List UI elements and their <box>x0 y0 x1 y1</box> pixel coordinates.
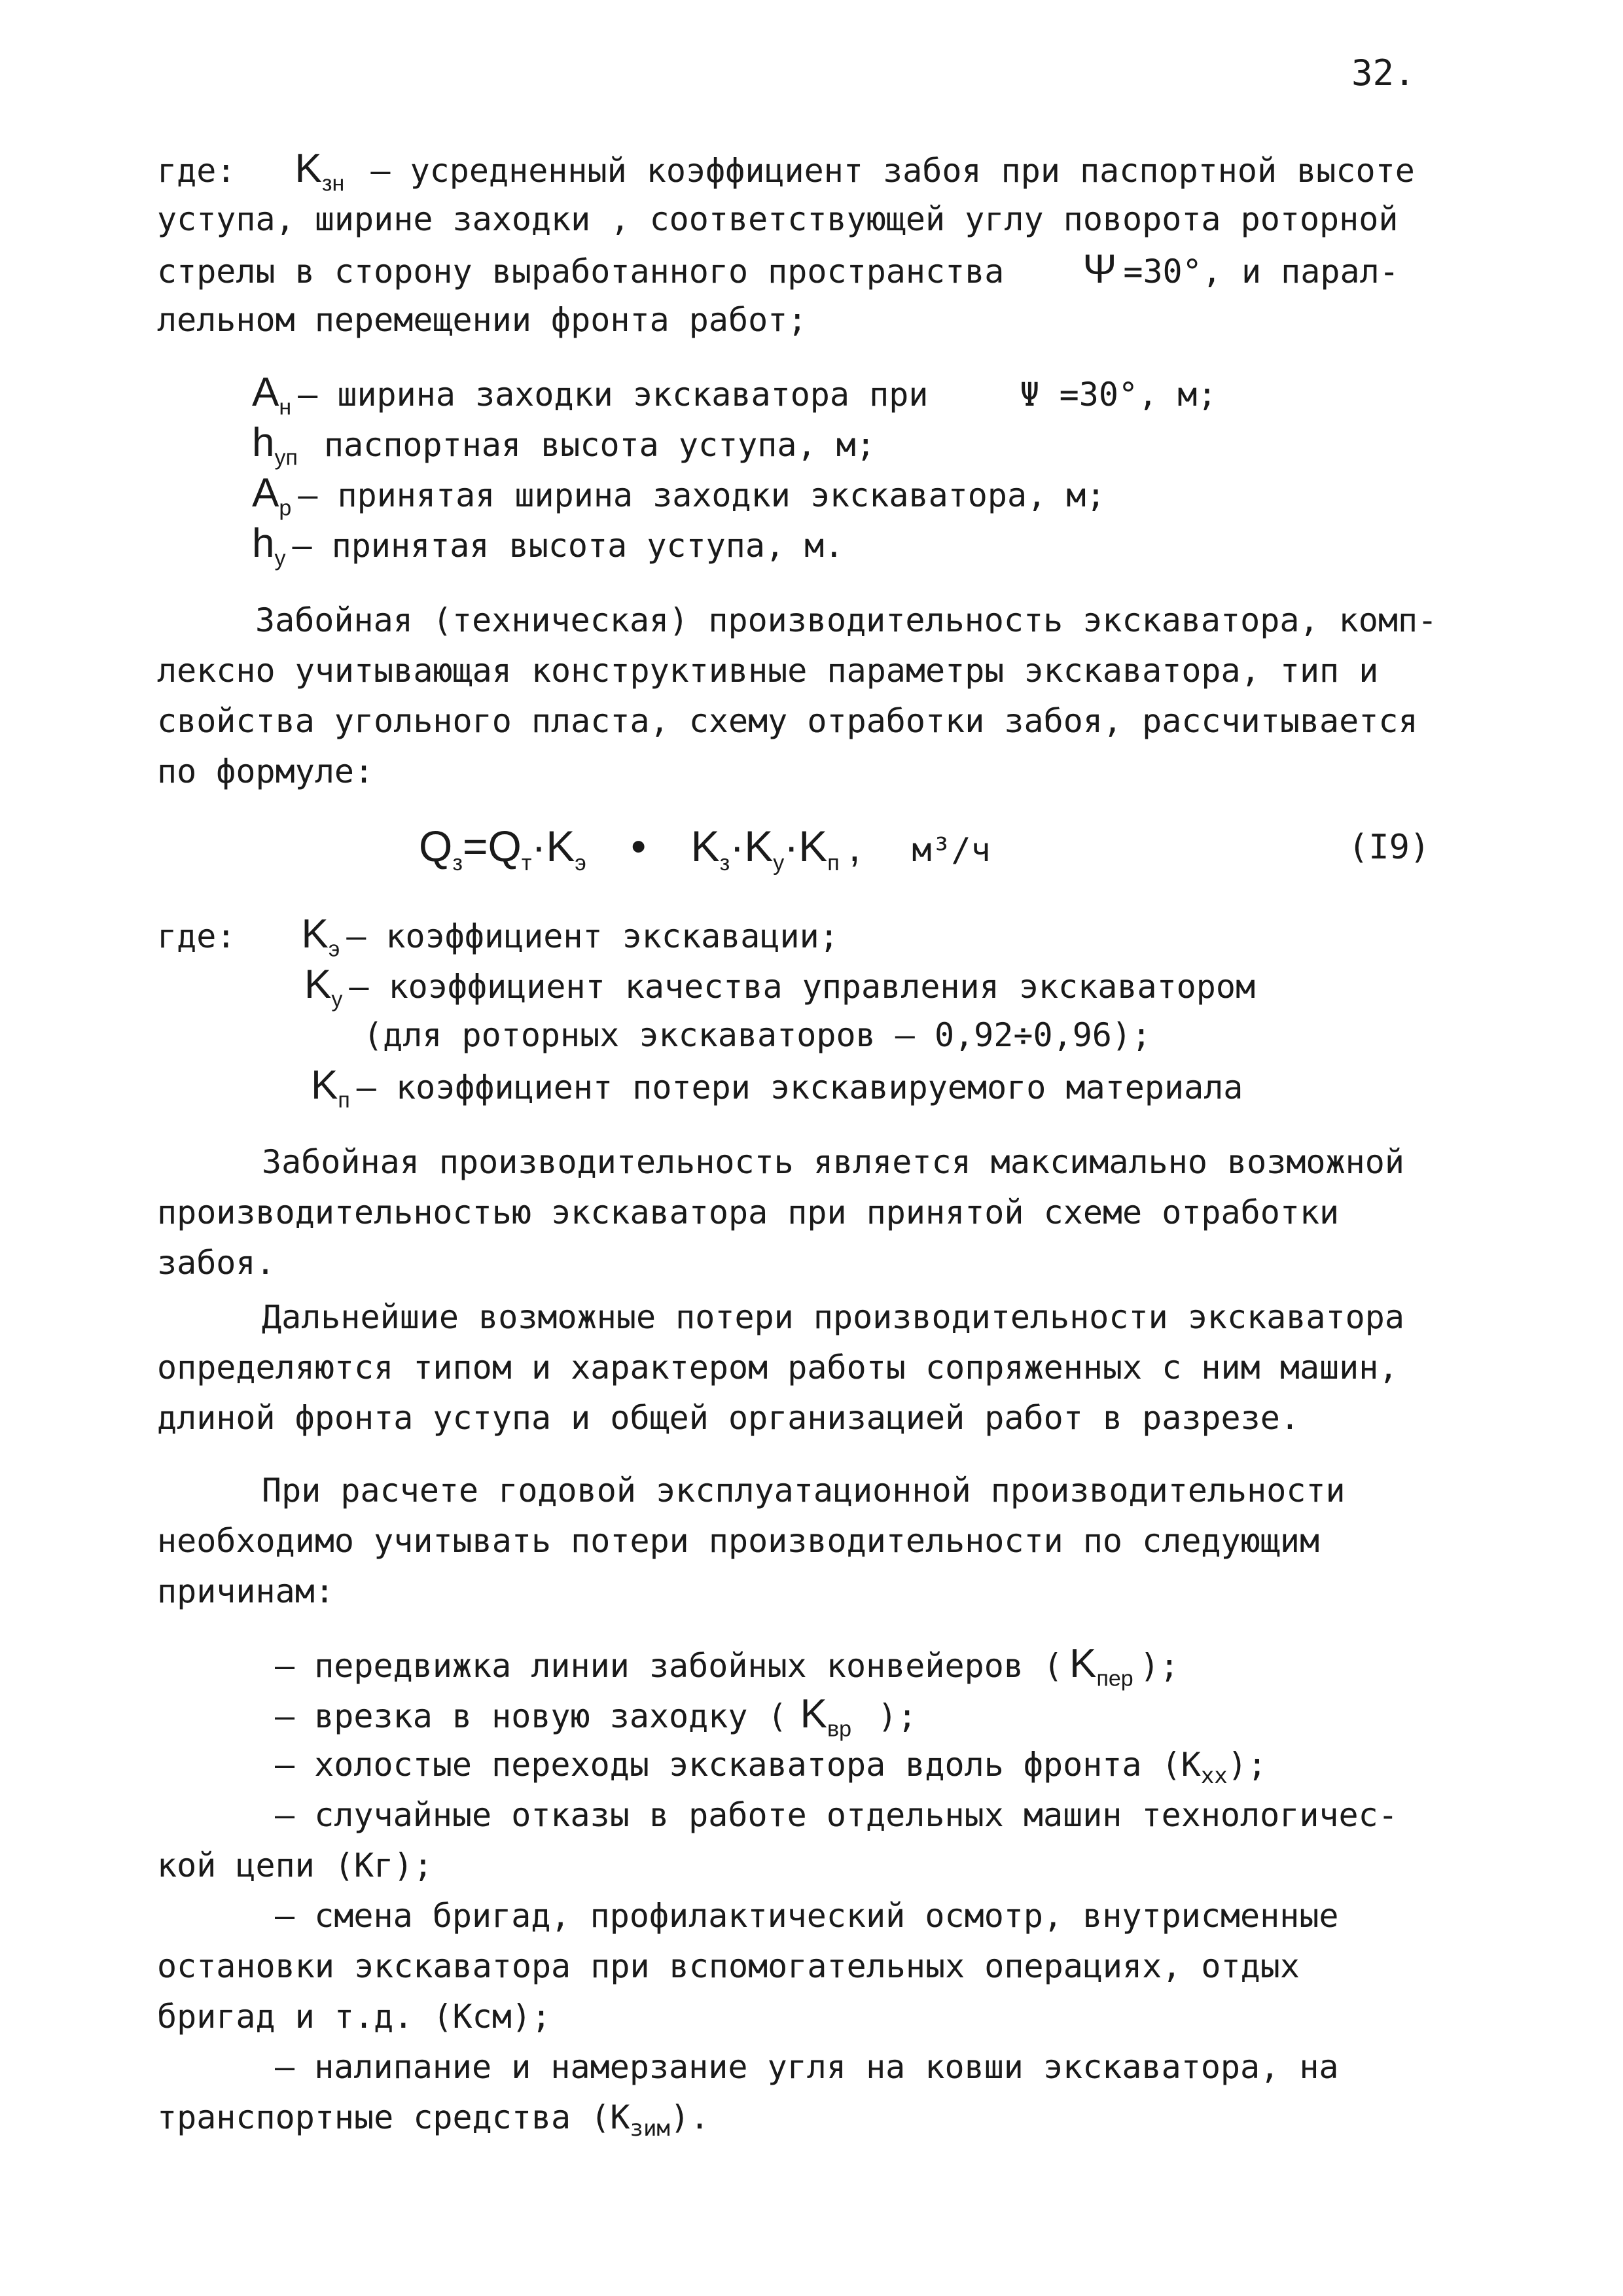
para4-line-1: При расчете годовой эксплуатационной производительности <box>262 1472 1346 1510</box>
para1-line-4: по формуле: <box>157 752 374 790</box>
para3-line-1: Дальнейшие возможные потери производительности экскаватора <box>262 1298 1404 1336</box>
psi-symbol: Ψ <box>1082 247 1117 292</box>
para5-line-1: – случайные отказы в работе отдельных машин технологичес- <box>275 1796 1398 1834</box>
para2-line-2: производительностью экскаватора при принятой схеме отработки <box>157 1193 1340 1231</box>
para1-line-3: свойства угольного пласта, схему отработки забоя, рассчитывается <box>157 702 1418 740</box>
kper-symbol: $K_{пер}$ <box>1069 1641 1133 1691</box>
def-hup: $h_{уп}$ паспортная высота уступа, м; <box>252 418 876 470</box>
para4-line-3: причинам: <box>157 1572 334 1610</box>
para6-line-2: остановки экскаватора при вспомогательных операциях, отдых <box>157 1947 1300 1985</box>
kp-symbol: $K_п$ <box>311 1063 350 1113</box>
ap-symbol: $A_р$ <box>252 470 292 521</box>
para3-line-3: длиной фронта уступа и общей организацией работ в разрезе. <box>157 1399 1300 1437</box>
intro-text-1: – усредненный коэффициент забоя при паспортной высоте <box>370 152 1415 190</box>
para7-line-2: транспортные средства $(K_{зим})$. <box>157 2098 710 2142</box>
para6-line-1: – смена бригад, профилактический осмотр, внутрисменные <box>275 1897 1339 1935</box>
intro-text-3b: =30°, и парал- <box>1123 253 1399 291</box>
para1-line-2: лексно учитывающая конструктивные параметры экскаватора, тип и <box>157 652 1379 690</box>
intro-line-4: лельном перемещении фронта работ; <box>157 301 808 339</box>
para6-line-3: бригад и т.д. (Ксм); <box>157 1998 552 2036</box>
kzn-symbol: $K_{зн}$ <box>294 146 345 196</box>
coef-line-3: (для роторных экскаваторов – 0,92÷0,96); <box>363 1016 1152 1054</box>
def-an: $A_н$ – ширина заходки экскаватора при Ψ =30°, м; <box>252 368 1217 419</box>
coef-line-1: где: $K_э$ – коэффициент экскавации; <box>157 910 839 961</box>
hup-symbol: $h_{уп}$ <box>252 420 298 470</box>
ky-symbol: $K_у$ <box>304 962 343 1012</box>
ke-symbol: $K_э$ <box>301 911 340 962</box>
para3-line-2: определяются типом и характером работы сопряженных с ним машин, <box>157 1349 1399 1386</box>
intro-line-3 <box>157 245 1399 296</box>
def-ap: $A_р$ – принятая ширина заходки экскаватора, м; <box>252 468 1106 520</box>
list-item-1: – передвижка линии забойных конвейеров ( $K_{пер}$ ); <box>275 1639 1179 1691</box>
where-label: где: <box>157 152 236 190</box>
para1-line-1: Забойная (техническая) производительность экскаватора, комп- <box>255 601 1438 639</box>
para7-line-1: – налипание и намерзание угля на ковши экскаватора, на <box>275 2048 1339 2086</box>
para4-line-2: необходимо учитывать потери производительности по следующим <box>157 1522 1320 1560</box>
coef-line-2: $K_у$ – коэффициент качества управления экскаватором <box>304 960 1255 1012</box>
para2-line-1: Забойная производительность является максимально возможной <box>262 1143 1404 1181</box>
equation-number: (I9) <box>1348 828 1431 867</box>
intro-text-3: стрелы в сторону выработанного пространства <box>157 253 1005 291</box>
def-hy: $h_у$ – принятая высота уступа, м. <box>252 519 844 571</box>
coef-line-4: $K_п$ – коэффициент потери экскавируемого материала <box>311 1061 1243 1112</box>
intro-line-2: уступа, ширине заходки , соответствующей углу поворота роторной <box>157 200 1399 238</box>
list-item-3: – холостые переходы экскаватора вдоль фронта $(K_{хх})$; <box>275 1746 1267 1789</box>
an-symbol: $A_н$ <box>252 370 292 420</box>
formula-19: $Q_з=Q_т\cdot K_э$ • $K_з\cdot K_у\cdot K_п$ , м³/ч <box>419 822 991 876</box>
intro-line-1 <box>157 144 1415 196</box>
formula-unit: м³/ч <box>912 831 991 869</box>
page-number: 32. <box>1351 52 1416 94</box>
list-item-2: – врезка в новую заходку ( $K_{вр}$ ); <box>275 1689 917 1741</box>
kvr-symbol: $K_{вр}$ <box>800 1691 852 1742</box>
para5-line-2: кой цепи (Кг); <box>157 1846 433 1884</box>
para2-line-3: забоя. <box>157 1244 276 1282</box>
hy-symbol: $h_у$ <box>252 521 286 571</box>
